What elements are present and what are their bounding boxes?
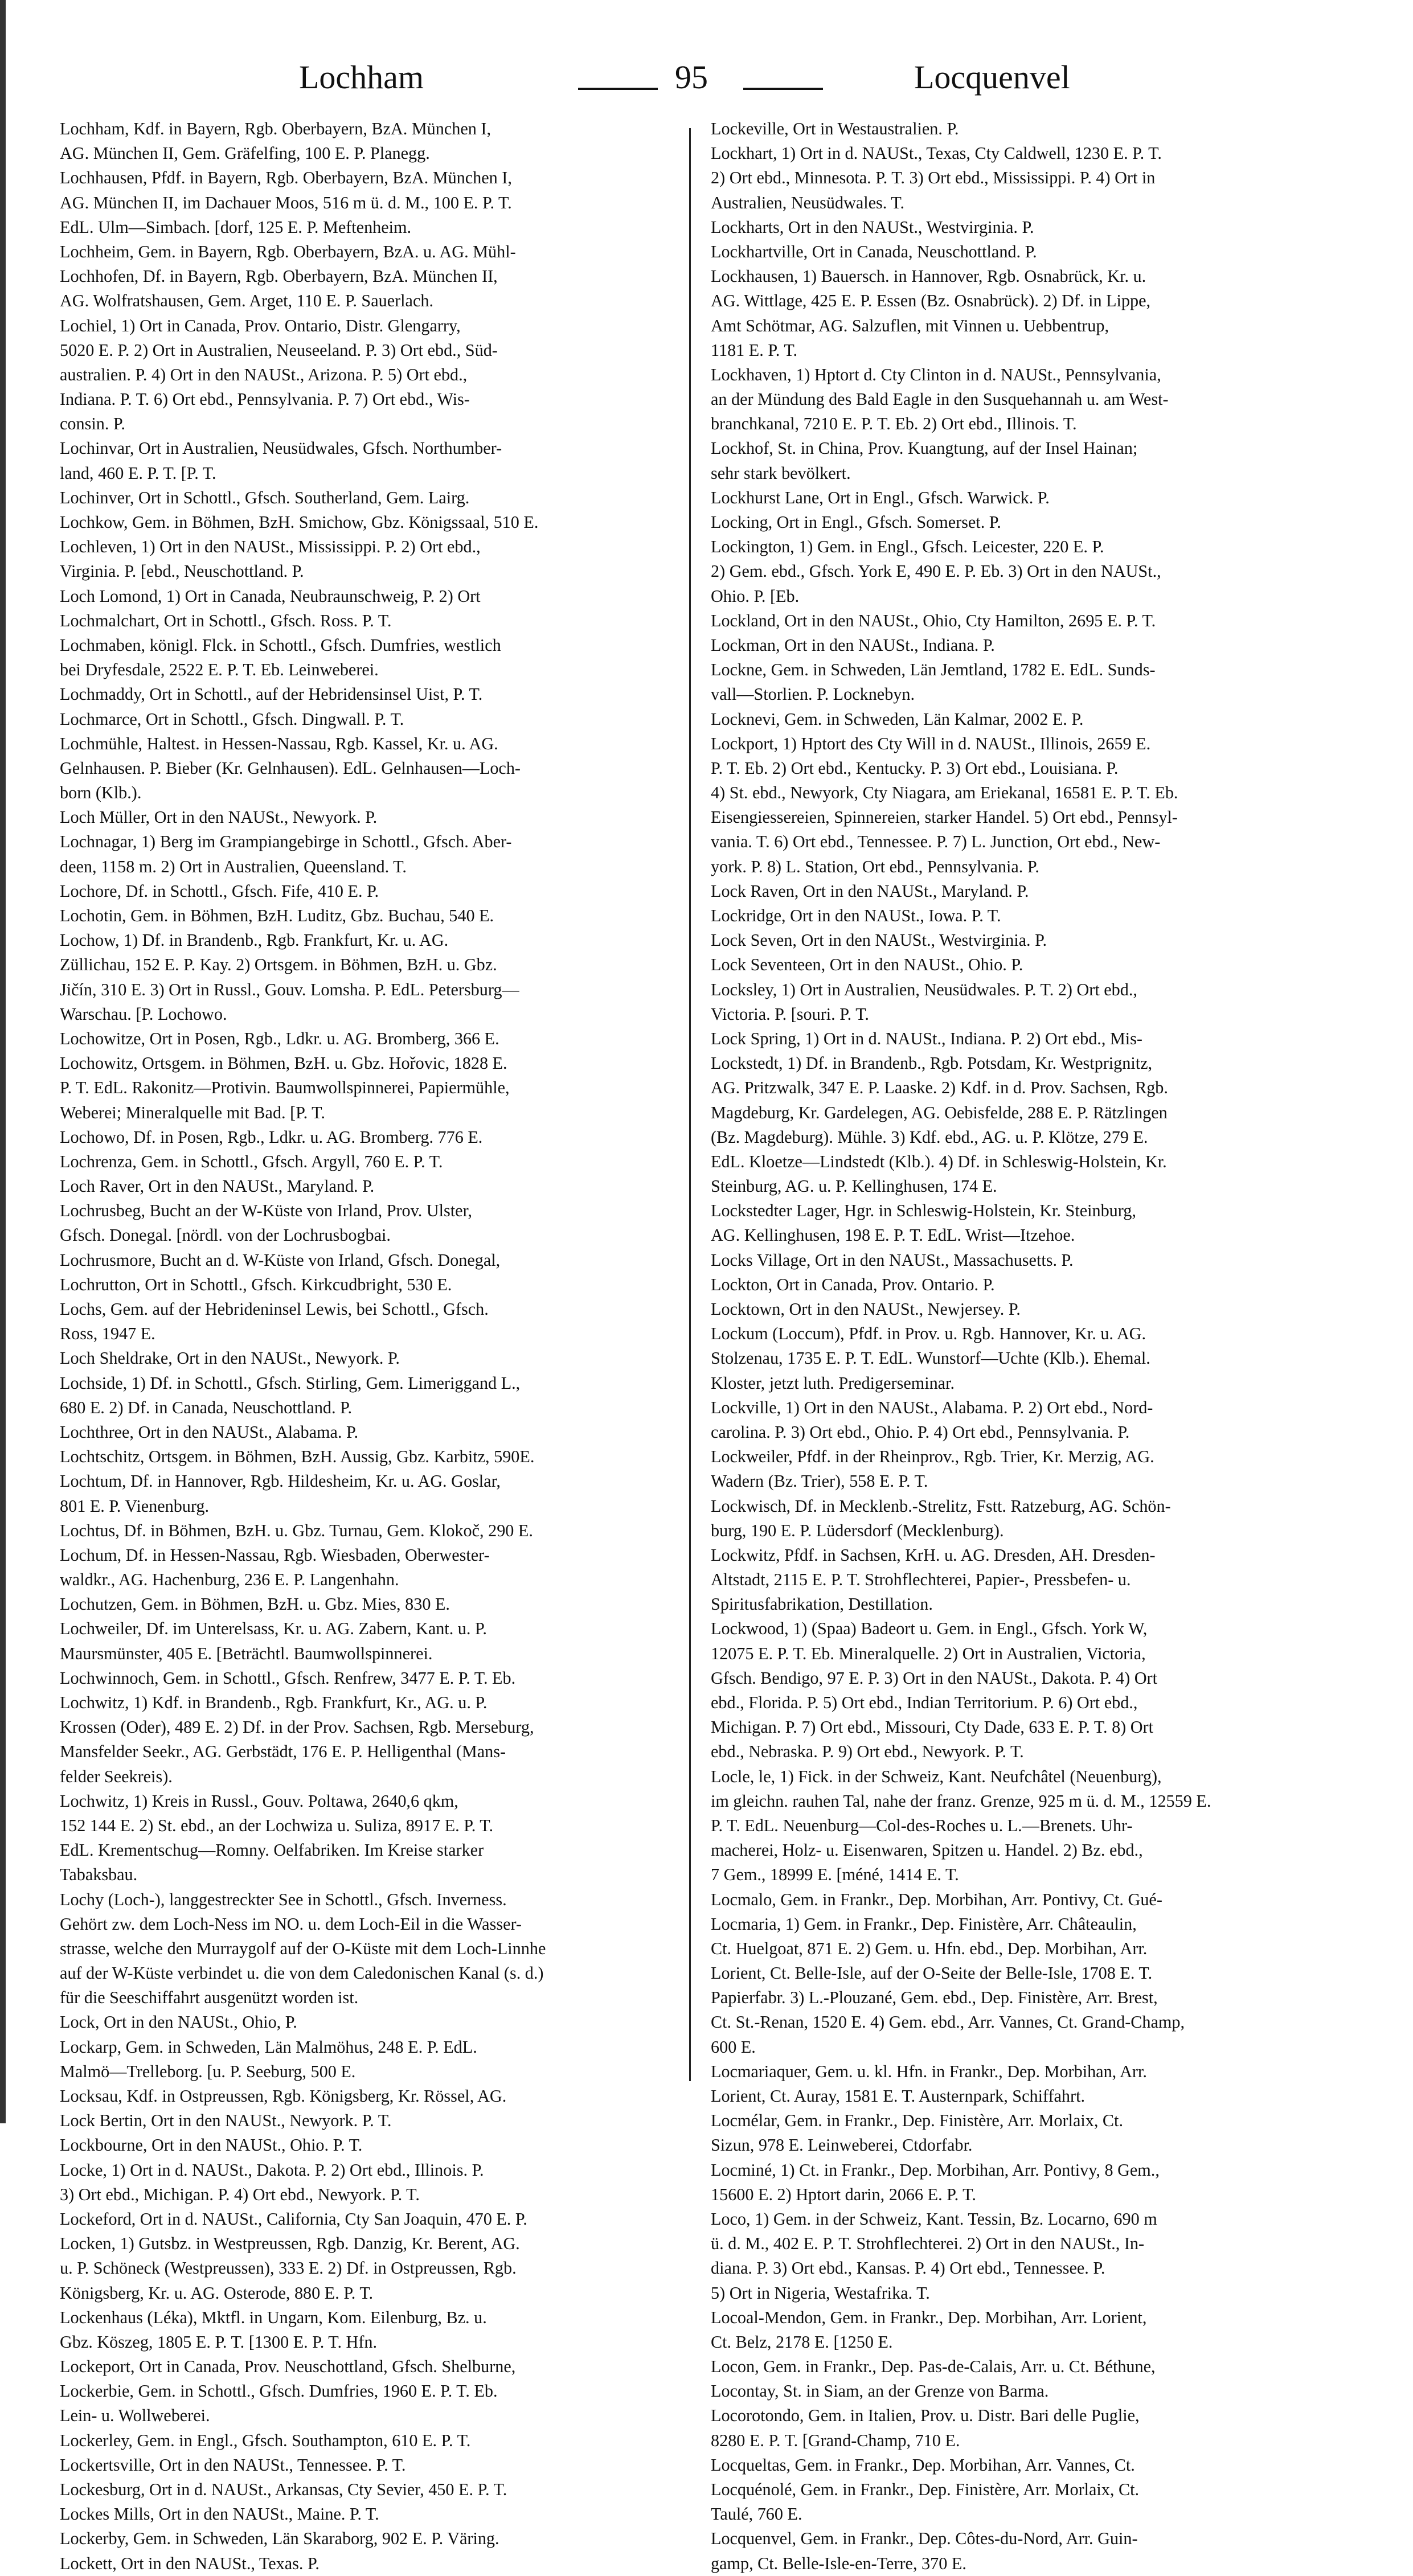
entry-line: für die Seeschiffahrt ausgenützt worden ist. xyxy=(60,1988,359,2008)
entry-line: Lockwood, 1) (Spaa) Badeort u. Gem. in Engl., Gfsch. York W, xyxy=(711,1619,1148,1639)
entry-line: Lockenhaus (Léka), Mktfl. in Ungarn, Kom. Eilenburg, Bz. u. xyxy=(60,2307,487,2327)
entry-line: P. T. Eb. 2) Ort ebd., Kentucky. P. 3) Ort ebd., Louisiana. P. xyxy=(711,758,1119,778)
entry-line: 152 144 E. 2) St. ebd., an der Lochwiza u. Suliza, 8917 E. P. T. xyxy=(60,1815,493,1835)
entry-line: Lochwitz, 1) Kdf. in Brandenb., Rgb. Frankfurt, Kr., AG. u. P. xyxy=(60,1693,488,1712)
entry-line: Ct. Huelgoat, 871 E. 2) Gem. u. Hfn. ebd., Dep. Morbihan, Arr. xyxy=(711,1938,1148,1958)
entry-line: Indiana. P. T. 6) Ort ebd., Pennsylvania. P. 7) Ort ebd., Wis- xyxy=(60,389,470,409)
entry-line: Wadern (Bz. Trier), 558 E. P. T. xyxy=(711,1471,928,1491)
entry-line: Gfsch. Donegal. [nördl. von der Lochrusbogbai. xyxy=(60,1225,391,1245)
entry-line: Steinburg, AG. u. P. Kellinghusen, 174 E. xyxy=(711,1176,997,1196)
entry-line: Ct. Belz, 2178 E. [1250 E. xyxy=(711,2332,893,2352)
entry-line: Lochowo, Df. in Posen, Rgb., Ldkr. u. AG. Bromberg. 776 E. xyxy=(60,1127,483,1147)
entry-line: Lockland, Ort in den NAUSt., Ohio, Cty Hamilton, 2695 E. P. T. xyxy=(711,610,1156,630)
entry-line: Lochy (Loch-), langgestreckter See in Schottl., Gfsch. Inverness. xyxy=(60,1889,507,1909)
entry-line: Lorient, Ct. Belle-Isle, auf der O-Seite der Belle-Isle, 1708 E. T. xyxy=(711,1963,1153,1983)
entry-line: Lockne, Gem. in Schweden, Län Jemtland, 1782 E. EdL. Sunds- xyxy=(711,660,1156,680)
entry-line: Lochtus, Df. in Böhmen, BzH. u. Gbz. Turnau, Gem. Klokoč, 290 E. xyxy=(60,1520,533,1540)
entry-line: Lochtschitz, Ortsgem. in Böhmen, BzH. Aussig, Gbz. Karbitz, 590E. xyxy=(60,1447,535,1467)
entry-line: Locontay, St. in Siam, an der Grenze von Barma. xyxy=(711,2381,1049,2401)
entry-line: Lochhausen, Pfdf. in Bayern, Rgb. Oberbayern, BzA. München I, xyxy=(60,168,512,188)
entry-line: Lockhurst Lane, Ort in Engl., Gfsch. Warwick. P. xyxy=(711,487,1050,507)
entry-line: 15600 E. 2) Hptort darin, 2066 E. P. T. xyxy=(711,2184,976,2204)
entry-line: EdL. Ulm—Simbach. [dorf, 125 E. P. Meftenheim. xyxy=(60,217,412,237)
entry-line: Lockhart, 1) Ort in d. NAUSt., Texas, Cty Caldwell, 1230 E. P. T. xyxy=(711,143,1162,163)
entry-line: Locmélar, Gem. in Frankr., Dep. Finistère, Arr. Morlaix, Ct. xyxy=(711,2111,1123,2131)
entry-line: consin. P. xyxy=(60,414,125,434)
entry-line: Lochheim, Gem. in Bayern, Rgb. Oberbayern, BzA. u. AG. Mühl- xyxy=(60,241,516,261)
page-edge xyxy=(0,0,6,2123)
entry-line: Lochside, 1) Df. in Schottl., Gfsch. Stirling, Gem. Limeriggand L., xyxy=(60,1373,521,1393)
entry-line: Locksau, Kdf. in Ostpreussen, Rgb. Königsberg, Kr. Rössel, AG. xyxy=(60,2086,507,2106)
entry-line: Lochotin, Gem. in Böhmen, BzH. Luditz, Gbz. Buchau, 540 E. xyxy=(60,906,494,925)
column-divider xyxy=(689,128,691,2081)
entry-line: strasse, welche den Murraygolf auf der O-Küste mit dem Loch-Linnhe xyxy=(60,1938,546,1958)
entry-line: Amt Schötmar, AG. Salzuflen, mit Vinnen u. Uebbentrup, xyxy=(711,315,1109,335)
entry-line: Lockville, 1) Ort in den NAUSt., Alabama. P. 2) Ort ebd., Nord- xyxy=(711,1397,1153,1417)
entry-line: Locksley, 1) Ort in Australien, Neusüdwales. P. T. 2) Ort ebd., xyxy=(711,979,1137,999)
entry-line: Loco, 1) Gem. in der Schweiz, Kant. Tessin, Bz. Locarno, 690 m xyxy=(711,2209,1157,2229)
entry-line: Lockarp, Gem. in Schweden, Län Malmöhus, 248 E. P. EdL. xyxy=(60,2037,477,2057)
entry-line: land, 460 E. P. T. [P. T. xyxy=(60,463,216,483)
entry-line: P. T. EdL. Rakonitz—Protivin. Baumwollspinnerei, Papiermühle, xyxy=(60,1078,510,1098)
entry-line: Locks Village, Ort in den NAUSt., Massachusetts. P. xyxy=(711,1250,1074,1270)
entry-line: carolina. P. 3) Ort ebd., Ohio. P. 4) Ort ebd., Pennsylvania. P. xyxy=(711,1422,1130,1442)
entry-line: Gelnhausen. P. Bieber (Kr. Gelnhausen). EdL. Gelnhausen—Loch- xyxy=(60,758,521,778)
entry-line: Lochutzen, Gem. in Böhmen, BzH. u. Gbz. Mies, 830 E. xyxy=(60,1594,450,1614)
entry-line: Lockstedter Lager, Hgr. in Schleswig-Holstein, Kr. Steinburg, xyxy=(711,1201,1136,1221)
entry-line: Malmö—Trelleborg. [u. P. Seeburg, 500 E. xyxy=(60,2061,356,2081)
entry-line: Maursmünster, 405 E. [Beträchtl. Baumwollspinnerei. xyxy=(60,1643,433,1663)
entry-line: Lochs, Gem. auf der Hebrideninsel Lewis, bei Schottl., Gfsch. xyxy=(60,1299,489,1319)
entry-line: AG. München II, im Dachauer Moos, 516 m ü. d. M., 100 E. P. T. xyxy=(60,192,512,212)
entry-line: Lochmarce, Ort in Schottl., Gfsch. Dingwall. P. T. xyxy=(60,709,404,729)
entry-line: Lockeford, Ort in d. NAUSt., California, Cty San Joaquin, 470 E. P. xyxy=(60,2209,527,2229)
entry-line: Stolzenau, 1735 E. P. T. EdL. Wunstorf—Uchte (Klb.). Ehemal. xyxy=(711,1348,1150,1368)
entry-line: Lockum (Loccum), Pfdf. in Prov. u. Rgb. Hannover, Kr. u. AG. xyxy=(711,1324,1146,1344)
entry-line: Locminé, 1) Ct. in Frankr., Dep. Morbihan, Arr. Pontivy, 8 Gem., xyxy=(711,2160,1160,2180)
entry-line: Lock Spring, 1) Ort in d. NAUSt., Indiana. P. 2) Ort ebd., Mis- xyxy=(711,1028,1142,1048)
entry-line: Locoal-Mendon, Gem. in Frankr., Dep. Morbihan, Arr. Lorient, xyxy=(711,2307,1147,2327)
entry-line: Locorotondo, Gem. in Italien, Prov. u. Distr. Bari delle Puglie, xyxy=(711,2406,1140,2426)
entry-line: Lorient, Ct. Auray, 1581 E. T. Austernpark, Schiffahrt. xyxy=(711,2086,1086,2106)
entry-line: AG. Wolfratshausen, Gem. Arget, 110 E. P. Sauerlach. xyxy=(60,291,433,311)
entry-line: 5020 E. P. 2) Ort in Australien, Neuseeland. P. 3) Ort ebd., Süd- xyxy=(60,340,498,360)
entry-line: waldkr., AG. Hachenburg, 236 E. P. Langenhahn. xyxy=(60,1570,399,1590)
entry-line: Königsberg, Kr. u. AG. Osterode, 880 E. P. T. xyxy=(60,2283,374,2303)
entry-line: felder Seekreis). xyxy=(60,1766,173,1786)
entry-line: AG. München II, Gem. Gräfelfing, 100 E. P. Planegg. xyxy=(60,143,430,163)
entry-line: sehr stark bevölkert. xyxy=(711,463,851,483)
entry-line: 2) Ort ebd., Minnesota. P. T. 3) Ort ebd., Mississippi. P. 4) Ort in xyxy=(711,168,1156,188)
right-column xyxy=(711,117,1329,2573)
header-right-keyword: Locquenvel xyxy=(914,59,1070,96)
entry-line: Lockhausen, 1) Bauersch. in Hannover, Rgb. Osnabrück, Kr. u. xyxy=(711,266,1146,286)
entry-line: Lockstedt, 1) Df. in Brandenb., Rgb. Potsdam, Kr. Westprignitz, xyxy=(711,1053,1153,1073)
entry-line: Lockbourne, Ort in den NAUSt., Ohio. P. T. xyxy=(60,2135,363,2155)
entry-line: EdL. Krementschug—Romny. Oelfabriken. Im Kreise starker xyxy=(60,1840,484,1860)
entry-line: Papierfabr. 3) L.-Plouzané, Gem. ebd., Dep. Finistère, Arr. Brest, xyxy=(711,1988,1158,2008)
entry-line: im gleichn. rauhen Tal, nahe der franz. Grenze, 925 m ü. d. M., 12559 E. xyxy=(711,1791,1211,1811)
entry-line: Lockes Mills, Ort in den NAUSt., Maine. P. T. xyxy=(60,2504,379,2524)
entry-line: Loch Raver, Ort in den NAUSt., Maryland. P. xyxy=(60,1176,375,1196)
entry-line: Lochinver, Ort in Schottl., Gfsch. Southerland, Gem. Lairg. xyxy=(60,487,470,507)
entry-line: Kloster, jetzt luth. Predigerseminar. xyxy=(711,1373,955,1393)
entry-line: Lockeport, Ort in Canada, Prov. Neuschottland, Gfsch. Shelburne, xyxy=(60,2357,516,2377)
entry-line: 1181 E. P. T. xyxy=(711,340,798,360)
entry-line: york. P. 8) L. Station, Ort ebd., Pennsylvania. P. xyxy=(711,856,1039,876)
entry-line: (Bz. Magdeburg). Mühle. 3) Kdf. ebd., AG. u. P. Klötze, 279 E. xyxy=(711,1127,1148,1147)
entry-line: 12075 E. P. T. Eb. Mineralquelle. 2) Ort in Australien, Victoria, xyxy=(711,1643,1146,1663)
entry-line: Locktown, Ort in den NAUSt., Newjersey. P. xyxy=(711,1299,1021,1319)
entry-line: macherei, Holz- u. Eisenwaren, Spitzen u. Handel. 2) Bz. ebd., xyxy=(711,1840,1143,1860)
entry-line: Lochrusmore, Bucht an d. W-Küste von Irland, Gfsch. Donegal, xyxy=(60,1250,501,1270)
entry-line: Lockton, Ort in Canada, Prov. Ontario. P. xyxy=(711,1274,995,1294)
entry-line: Magdeburg, Kr. Gardelegen, AG. Oebisfelde, 288 E. P. Rätzlingen xyxy=(711,1102,1168,1122)
entry-line: Lockridge, Ort in den NAUSt., Iowa. P. T. xyxy=(711,906,1001,925)
entry-line: Locle, le, 1) Fick. in der Schweiz, Kant. Neufchâtel (Neuenburg), xyxy=(711,1766,1162,1786)
entry-line: Loch Sheldrake, Ort in den NAUSt., Newyork. P. xyxy=(60,1348,400,1368)
entry-line: Lochrusbeg, Bucht an der W-Küste von Irland, Prov. Ulster, xyxy=(60,1201,472,1221)
entry-line: auf der W-Küste verbindet u. die von dem Caledonischen Kanal (s. d.) xyxy=(60,1963,544,1983)
entry-line: Mansfelder Seekr., AG. Gerbstädt, 176 E. P. Helligenthal (Mans- xyxy=(60,1742,506,1762)
entry-line: Michigan. P. 7) Ort ebd., Missouri, Cty Dade, 633 E. P. T. 8) Ort xyxy=(711,1717,1153,1737)
entry-line: Lock Bertin, Ort in den NAUSt., Newyork. P. T. xyxy=(60,2111,392,2131)
page-number: 95 xyxy=(675,59,708,96)
entry-line: vall—Storlien. P. Locknebyn. xyxy=(711,684,915,704)
header-dash xyxy=(743,88,823,90)
entry-line: Virginia. P. [ebd., Neuschottland. P. xyxy=(60,561,304,581)
entry-line: ebd., Florida. P. 5) Ort ebd., Indian Territorium. P. 6) Ort ebd., xyxy=(711,1693,1138,1712)
entry-line: diana. P. 3) Ort ebd., Kansas. P. 4) Ort ebd., Tennessee. P. xyxy=(711,2258,1105,2278)
entry-line: Locke, 1) Ort in d. NAUSt., Dakota. P. 2) Ort ebd., Illinois. P. xyxy=(60,2160,484,2180)
entry-line: Lockesburg, Ort in d. NAUSt., Arkansas, Cty Sevier, 450 E. P. T. xyxy=(60,2480,507,2499)
entry-line: Locknevi, Gem. in Schweden, Län Kalmar, 2002 E. P. xyxy=(711,709,1084,729)
entry-line: Lockhartville, Ort in Canada, Neuschottland. P. xyxy=(711,241,1037,261)
entry-line: bei Dryfesdale, 2522 E. P. T. Eb. Leinweberei. xyxy=(60,660,379,680)
entry-line: Weberei; Mineralquelle mit Bad. [P. T. xyxy=(60,1102,325,1122)
entry-line: Ohio. P. [Eb. xyxy=(711,586,800,606)
entry-line: Victoria. P. [souri. P. T. xyxy=(711,1004,869,1024)
entry-line: Gehört zw. dem Loch-Ness im NO. u. dem Loch-Eil in die Wasser- xyxy=(60,1914,522,1934)
entry-line: Lockhof, St. in China, Prov. Kuangtung, auf der Insel Hainan; xyxy=(711,438,1138,458)
entry-line: Lochowitze, Ort in Posen, Rgb., Ldkr. u. AG. Bromberg, 366 E. xyxy=(60,1028,499,1048)
entry-line: ebd., Nebraska. P. 9) Ort ebd., Newyork. P. T. xyxy=(711,1742,1024,1762)
entry-line: Loch Lomond, 1) Ort in Canada, Neubraunschweig, P. 2) Ort xyxy=(60,586,481,606)
entry-line: Lochmalchart, Ort in Schottl., Gfsch. Ross. P. T. xyxy=(60,610,392,630)
entry-line: Lock Seven, Ort in den NAUSt., Westvirginia. P. xyxy=(711,930,1047,950)
entry-line: Lochiel, 1) Ort in Canada, Prov. Ontario, Distr. Glengarry, xyxy=(60,315,461,335)
entry-line: Lochrutton, Ort in Schottl., Gfsch. Kirkcudbright, 530 E. xyxy=(60,1274,452,1294)
entry-line: Ct. St.-Renan, 1520 E. 4) Gem. ebd., Arr. Vannes, Ct. Grand-Champ, xyxy=(711,2012,1185,2032)
entry-line: deen, 1158 m. 2) Ort in Australien, Queensland. T. xyxy=(60,856,407,876)
entry-line: Lock Seventeen, Ort in den NAUSt., Ohio. P. xyxy=(711,955,1023,975)
entry-line: 4) St. ebd., Newyork, Cty Niagara, am Eriekanal, 16581 E. P. T. Eb. xyxy=(711,783,1178,803)
entry-line: Lochow, 1) Df. in Brandenb., Rgb. Frankfurt, Kr. u. AG. xyxy=(60,930,449,950)
entry-line: 801 E. P. Vienenburg. xyxy=(60,1496,210,1516)
entry-line: Sizun, 978 E. Leinweberei, Ctdorfabr. xyxy=(711,2135,973,2155)
entry-line: Loch Müller, Ort in den NAUSt., Newyork. P. xyxy=(60,807,378,827)
entry-line: Locken, 1) Gutsbz. in Westpreussen, Rgb. Danzig, Kr. Berent, AG. xyxy=(60,2234,520,2254)
entry-line: 600 E. xyxy=(711,2037,756,2057)
entry-line: 8280 E. P. T. [Grand-Champ, 710 E. xyxy=(711,2430,960,2450)
entry-line: Lochmaddy, Ort in Schottl., auf der Hebridensinsel Uist, P. T. xyxy=(60,684,483,704)
entry-line: 7 Gem., 18999 E. [méné, 1414 E. T. xyxy=(711,1865,959,1885)
entry-line: an der Mündung des Bald Eagle in den Susquehannah u. am West- xyxy=(711,389,1169,409)
entry-line: born (Klb.). xyxy=(60,783,142,803)
entry-line: Lochtum, Df. in Hannover, Rgb. Hildesheim, Kr. u. AG. Goslar, xyxy=(60,1471,501,1491)
entry-line: Lockeville, Ort in Westaustralien. P. xyxy=(711,119,959,138)
entry-line: Lock Raven, Ort in den NAUSt., Maryland. P. xyxy=(711,881,1029,901)
entry-line: Lochwinnoch, Gem. in Schottl., Gfsch. Renfrew, 3477 E. P. T. Eb. xyxy=(60,1668,516,1688)
entry-line: Lockington, 1) Gem. in Engl., Gfsch. Leicester, 220 E. P. xyxy=(711,537,1104,557)
entry-line: Ross, 1947 E. xyxy=(60,1324,155,1344)
entry-line: Lochthree, Ort in den NAUSt., Alabama. P. xyxy=(60,1422,358,1442)
entry-line: Lochore, Df. in Schottl., Gfsch. Fife, 410 E. P. xyxy=(60,881,379,901)
entry-line: AG. Pritzwalk, 347 E. P. Laaske. 2) Kdf. in d. Prov. Sachsen, Rgb. xyxy=(711,1078,1168,1098)
entry-line: Lockett, Ort in den NAUSt., Texas. P. xyxy=(60,2553,320,2573)
entry-line: 5) Ort in Nigeria, Westafrika. T. xyxy=(711,2283,930,2303)
header-dash xyxy=(578,88,658,90)
page-header xyxy=(0,55,1413,117)
entry-line: AG. Wittlage, 425 E. P. Essen (Bz. Osnabrück). 2) Df. in Lippe, xyxy=(711,291,1151,311)
entry-line: Locqueltas, Gem. in Frankr., Dep. Morbihan, Arr. Vannes, Ct. xyxy=(711,2455,1135,2475)
entry-line: Locmalo, Gem. in Frankr., Dep. Morbihan, Arr. Pontivy, Ct. Gué- xyxy=(711,1889,1162,1909)
entry-line: Lochwitz, 1) Kreis in Russl., Gouv. Poltawa, 2640,6 qkm, xyxy=(60,1791,458,1811)
entry-line: Lochweiler, Df. im Unterelsass, Kr. u. AG. Zabern, Kant. u. P. xyxy=(60,1619,487,1639)
entry-line: Altstadt, 2115 E. P. T. Strohflechterei, Papier-, Pressbefen- u. xyxy=(711,1570,1131,1590)
entry-line: Lochum, Df. in Hessen-Nassau, Rgb. Wiesbaden, Oberwester- xyxy=(60,1545,490,1565)
entry-line: Lochkow, Gem. in Böhmen, BzH. Smichow, Gbz. Königssaal, 510 E. xyxy=(60,512,539,532)
entry-line: Lock, Ort in den NAUSt., Ohio, P. xyxy=(60,2012,297,2032)
entry-line: Lochinvar, Ort in Australien, Neusüdwales, Gfsch. Northumber- xyxy=(60,438,502,458)
entry-line: Lochnagar, 1) Berg im Grampiangebirge in Schottl., Gfsch. Aber- xyxy=(60,832,512,852)
entry-line: Lockhaven, 1) Hptort d. Cty Clinton in d. NAUSt., Pennsylvania, xyxy=(711,364,1161,384)
entry-line: burg, 190 E. P. Lüdersdorf (Mecklenburg). xyxy=(711,1520,1004,1540)
entry-line: Tabaksbau. xyxy=(60,1865,138,1885)
entry-line: Lochowitz, Ortsgem. in Böhmen, BzH. u. Gbz. Hořovic, 1828 E. xyxy=(60,1053,507,1073)
entry-line: Taulé, 760 E. xyxy=(711,2504,802,2524)
entry-line: Lockport, 1) Hptort des Cty Will in d. NAUSt., Illinois, 2659 E. xyxy=(711,733,1151,753)
entry-line: Lockerbie, Gem. in Schottl., Gfsch. Dumfries, 1960 E. P. T. Eb. xyxy=(60,2381,498,2401)
entry-line: gamp, Ct. Belle-Isle-en-Terre, 370 E. xyxy=(711,2553,966,2573)
entry-line: P. T. EdL. Neuenburg—Col-des-Roches u. L.—Brenets. Uhr- xyxy=(711,1815,1133,1835)
entry-line: Australien, Neusüdwales. T. xyxy=(711,192,905,212)
entry-line: Locmaria, 1) Gem. in Frankr., Dep. Finistère, Arr. Châteaulin, xyxy=(711,1914,1137,1934)
header-left-keyword: Lochham xyxy=(299,59,424,96)
entry-line: EdL. Kloetze—Lindstedt (Klb.). 4) Df. in Schleswig-Holstein, Kr. xyxy=(711,1151,1167,1171)
entry-line: Lochrenza, Gem. in Schottl., Gfsch. Argyll, 760 E. P. T. xyxy=(60,1151,443,1171)
entry-line: branchkanal, 7210 E. P. T. Eb. 2) Ort ebd., Illinois. T. xyxy=(711,414,1077,434)
left-column xyxy=(60,117,678,2573)
entry-line: vania. T. 6) Ort ebd., Tennessee. P. 7) L. Junction, Ort ebd., New- xyxy=(711,832,1161,852)
entry-line: Lochmühle, Haltest. in Hessen-Nassau, Rgb. Kassel, Kr. u. AG. xyxy=(60,733,498,753)
entry-line: Jičín, 310 E. 3) Ort in Russl., Gouv. Lomsha. P. EdL. Petersburg— xyxy=(60,979,519,999)
entry-line: Locquénolé, Gem. in Frankr., Dep. Finistère, Arr. Morlaix, Ct. xyxy=(711,2480,1140,2499)
entry-line: AG. Kellinghusen, 198 E. P. T. EdL. Wrist—Itzehoe. xyxy=(711,1225,1075,1245)
entry-line: Lockweiler, Pfdf. in der Rheinprov., Rgb. Trier, Kr. Merzig, AG. xyxy=(711,1447,1154,1467)
entry-line: Lockertsville, Ort in den NAUSt., Tennessee. P. T. xyxy=(60,2455,406,2475)
entry-line: ü. d. M., 402 E. P. T. Strohflechterei. 2) Ort in den NAUSt., In- xyxy=(711,2234,1145,2254)
entry-line: Locquenvel, Gem. in Frankr., Dep. Côtes-du-Nord, Arr. Guin- xyxy=(711,2529,1138,2549)
entry-line: Locmariaquer, Gem. u. kl. Hfn. in Frankr., Dep. Morbihan, Arr. xyxy=(711,2061,1147,2081)
entry-line: Lockerby, Gem. in Schweden, Län Skaraborg, 902 E. P. Väring. xyxy=(60,2529,499,2549)
entry-line: 2) Gem. ebd., Gfsch. York E, 490 E. P. Eb. 3) Ort in den NAUSt., xyxy=(711,561,1161,581)
entry-line: u. P. Schöneck (Westpreussen), 333 E. 2) Df. in Ostpreussen, Rgb. xyxy=(60,2258,517,2278)
entry-line: Lockwitz, Pfdf. in Sachsen, KrH. u. AG. Dresden, AH. Dresden- xyxy=(711,1545,1156,1565)
entry-line: Lockman, Ort in den NAUSt., Indiana. P. xyxy=(711,635,995,655)
entry-line: Lochleven, 1) Ort in den NAUSt., Mississippi. P. 2) Ort ebd., xyxy=(60,537,481,557)
entry-line: 3) Ort ebd., Michigan. P. 4) Ort ebd., Newyork. P. T. xyxy=(60,2184,420,2204)
entry-line: Züllichau, 152 E. P. Kay. 2) Ortsgem. in Böhmen, BzH. u. Gbz. xyxy=(60,955,497,975)
entry-line: Lockwisch, Df. in Mecklenb.-Strelitz, Fstt. Ratzeburg, AG. Schön- xyxy=(711,1496,1171,1516)
entry-line: Spiritusfabrikation, Destillation. xyxy=(711,1594,933,1614)
entry-line: australien. P. 4) Ort in den NAUSt., Arizona. P. 5) Ort ebd., xyxy=(60,364,468,384)
entry-line: Lochham, Kdf. in Bayern, Rgb. Oberbayern, BzA. München I, xyxy=(60,119,492,138)
entry-line: 680 E. 2) Df. in Canada, Neuschottland. P. xyxy=(60,1397,353,1417)
entry-line: Krossen (Oder), 489 E. 2) Df. in der Prov. Sachsen, Rgb. Merseburg, xyxy=(60,1717,534,1737)
entry-line: Eisengiessereien, Spinnereien, starker Handel. 5) Ort ebd., Pennsyl- xyxy=(711,807,1178,827)
entry-line: Locon, Gem. in Frankr., Dep. Pas-de-Calais, Arr. u. Ct. Béthune, xyxy=(711,2357,1156,2377)
entry-line: Lochmaben, königl. Flck. in Schottl., Gfsch. Dumfries, westlich xyxy=(60,635,501,655)
entry-line: Lockharts, Ort in den NAUSt., Westvirginia. P. xyxy=(711,217,1034,237)
entry-line: Lockerley, Gem. in Engl., Gfsch. Southampton, 610 E. P. T. xyxy=(60,2430,471,2450)
entry-line: Gbz. Köszeg, 1805 E. P. T. [1300 E. P. T. Hfn. xyxy=(60,2332,378,2352)
entry-line: Lochhofen, Df. in Bayern, Rgb. Oberbayern, BzA. München II, xyxy=(60,266,498,286)
entry-line: Gfsch. Bendigo, 97 E. P. 3) Ort in den NAUSt., Dakota. P. 4) Ort xyxy=(711,1668,1157,1688)
entry-line: Lein- u. Wollweberei. xyxy=(60,2406,210,2426)
entry-line: Locking, Ort in Engl., Gfsch. Somerset. P. xyxy=(711,512,1001,532)
entry-line: Warschau. [P. Lochowo. xyxy=(60,1004,227,1024)
